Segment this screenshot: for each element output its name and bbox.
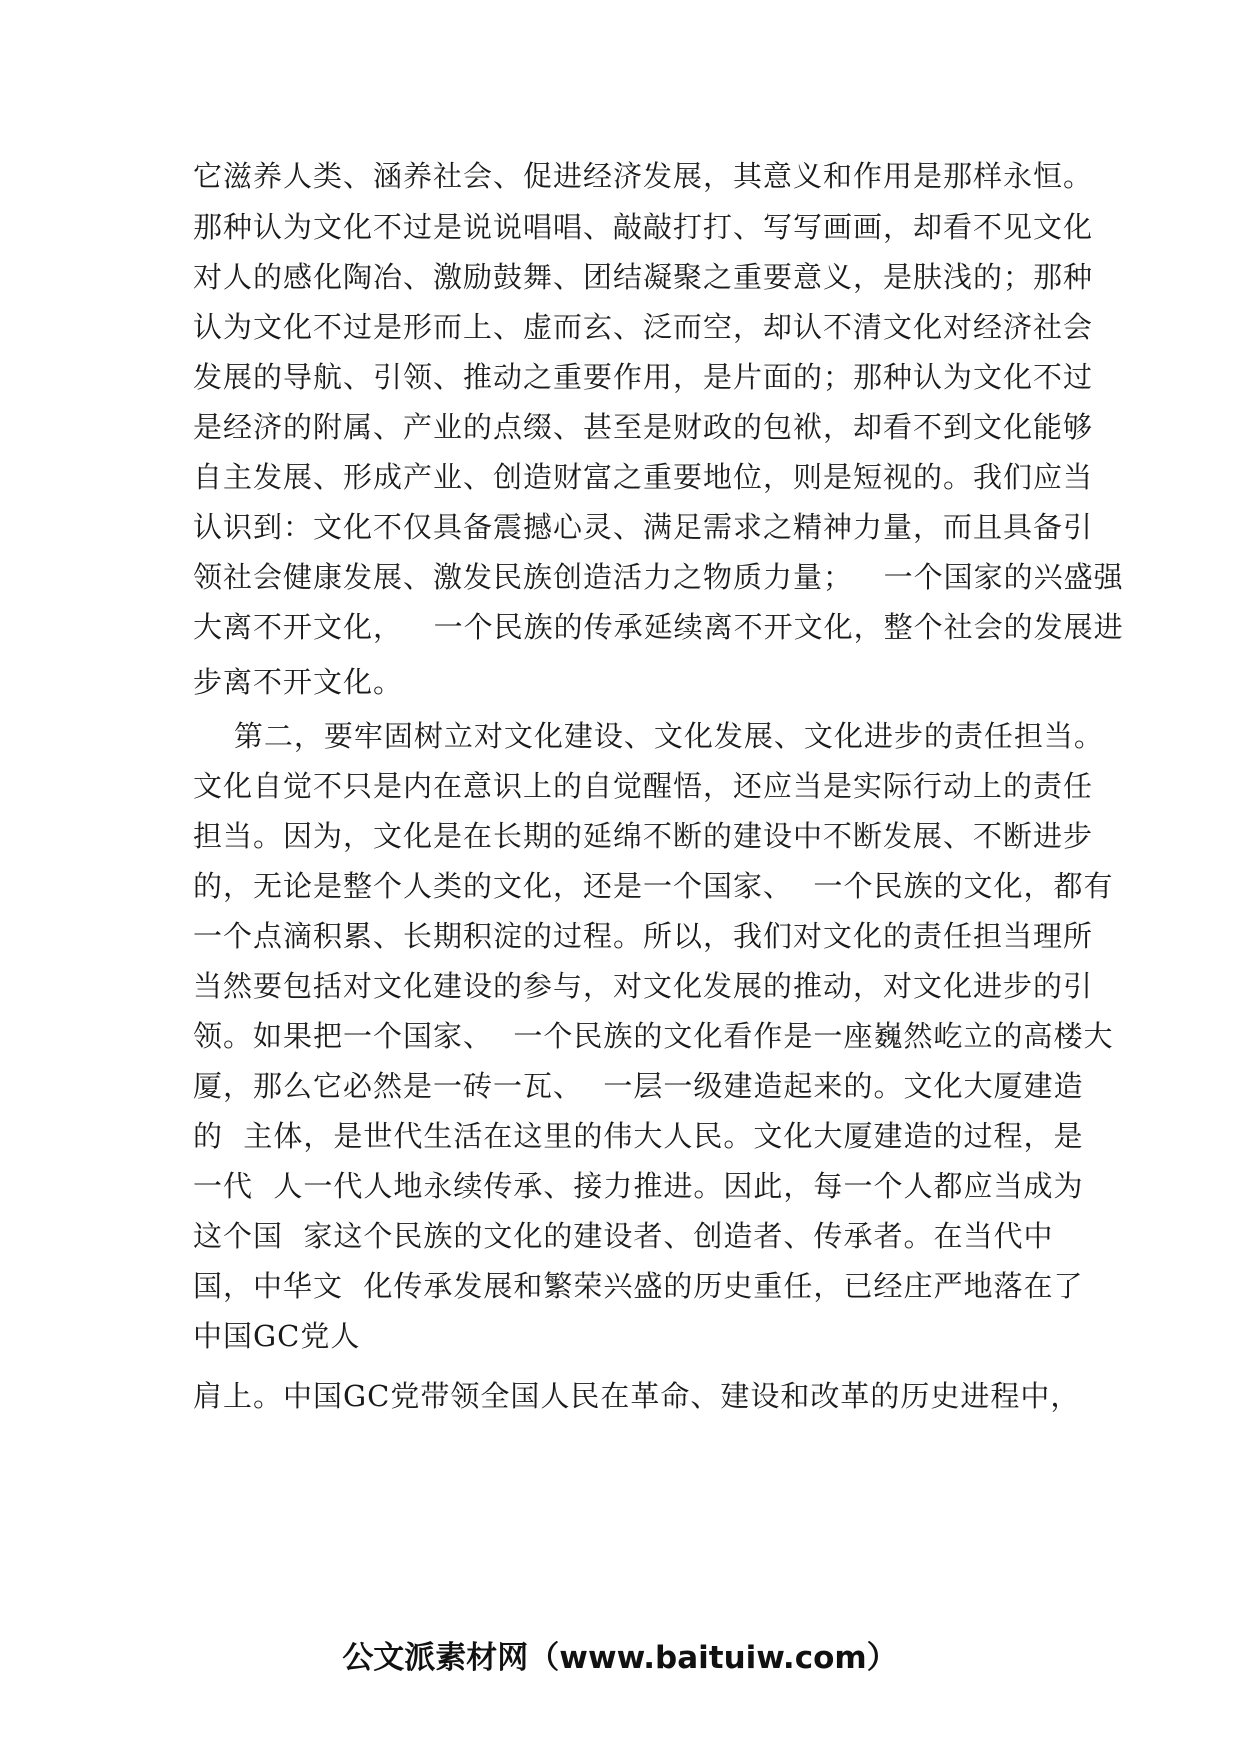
text-line: 国，中华文 化传承发展和繁荣兴盛的历史重任，已经庄严地落在了 — [193, 1269, 1084, 1303]
text-line: 这个国 家这个民族的文化的建设者、创造者、传承者。在当代中 — [193, 1219, 1054, 1253]
text-line: 认为文化不过是形而上、虚而玄、泛而空，却认不清文化对经济社会 — [193, 310, 1094, 344]
text-line: 对人的感化陶冶、激励鼓舞、团结凝聚之重要意义，是肤浅的；那种 — [193, 260, 1094, 294]
text-line: 它滋养人类、涵养社会、促进经济发展，其意义和作用是那样永恒。 — [193, 159, 1094, 193]
text-line: 一个点滴积累、长期积淀的过程。所以，我们对文化的责任担当理所 — [193, 919, 1094, 953]
text-line: 发展的导航、引领、推动之重要作用，是片面的；那种认为文化不过 — [193, 360, 1094, 394]
footer-watermark: 公文派素材网（www.baituiw.com） — [342, 1640, 898, 1676]
text-line: 认识到：文化不仅具备震撼心灵、满足需求之精神力量，而且具备引 — [193, 510, 1094, 544]
text-line: 是经济的附属、产业的点缀、甚至是财政的包袱，却看不到文化能够 — [193, 410, 1094, 444]
text-line: 步离不开文化。 — [193, 665, 404, 699]
text-line: 大离不开文化， 一个民族的传承延续离不开文化，整个社会的发展进 — [193, 610, 1124, 644]
text-line: 领社会健康发展、激发民族创造活力之物质力量； 一个国家的兴盛强 — [193, 560, 1124, 594]
text-line: 那种认为文化不过是说说唱唱、敲敲打打、写写画画，却看不见文化 — [193, 210, 1094, 244]
text-line: 领。如果把一个国家、 一个民族的文化看作是一座巍然屹立的高楼大 — [193, 1019, 1114, 1053]
paragraph-start-line: 第二，要牢固树立对文化建设、文化发展、文化进步的责任担当。 — [193, 719, 1104, 753]
text-line: 一代 人一代人地永续传承、接力推进。因此，每一个人都应当成为 — [193, 1169, 1084, 1203]
text-line: 担当。因为，文化是在长期的延绵不断的建设中不断发展、不断进步 — [193, 819, 1094, 853]
text-line: 的，无论是整个人类的文化，还是一个国家、 一个民族的文化，都有 — [193, 869, 1114, 903]
text-line: 中国GC党人 — [193, 1319, 361, 1353]
text-line: 厦，那么它必然是一砖一瓦、 一层一级建造起来的。文化大厦建造 — [193, 1069, 1084, 1103]
text-line: 当然要包括对文化建设的参与，对文化发展的推动，对文化进步的引 — [193, 969, 1094, 1003]
text-line: 的 主体，是世代生活在这里的伟大人民。文化大厦建造的过程，是 — [193, 1119, 1084, 1153]
text-line: 文化自觉不只是内在意识上的自觉醒悟，还应当是实际行动上的责任 — [193, 769, 1094, 803]
text-line: 肩上。中国GC党带领全国人民在革命、建设和改革的历史进程中， — [193, 1379, 1081, 1413]
text-line: 自主发展、形成产业、创造财富之重要地位，则是短视的。我们应当 — [193, 460, 1094, 494]
